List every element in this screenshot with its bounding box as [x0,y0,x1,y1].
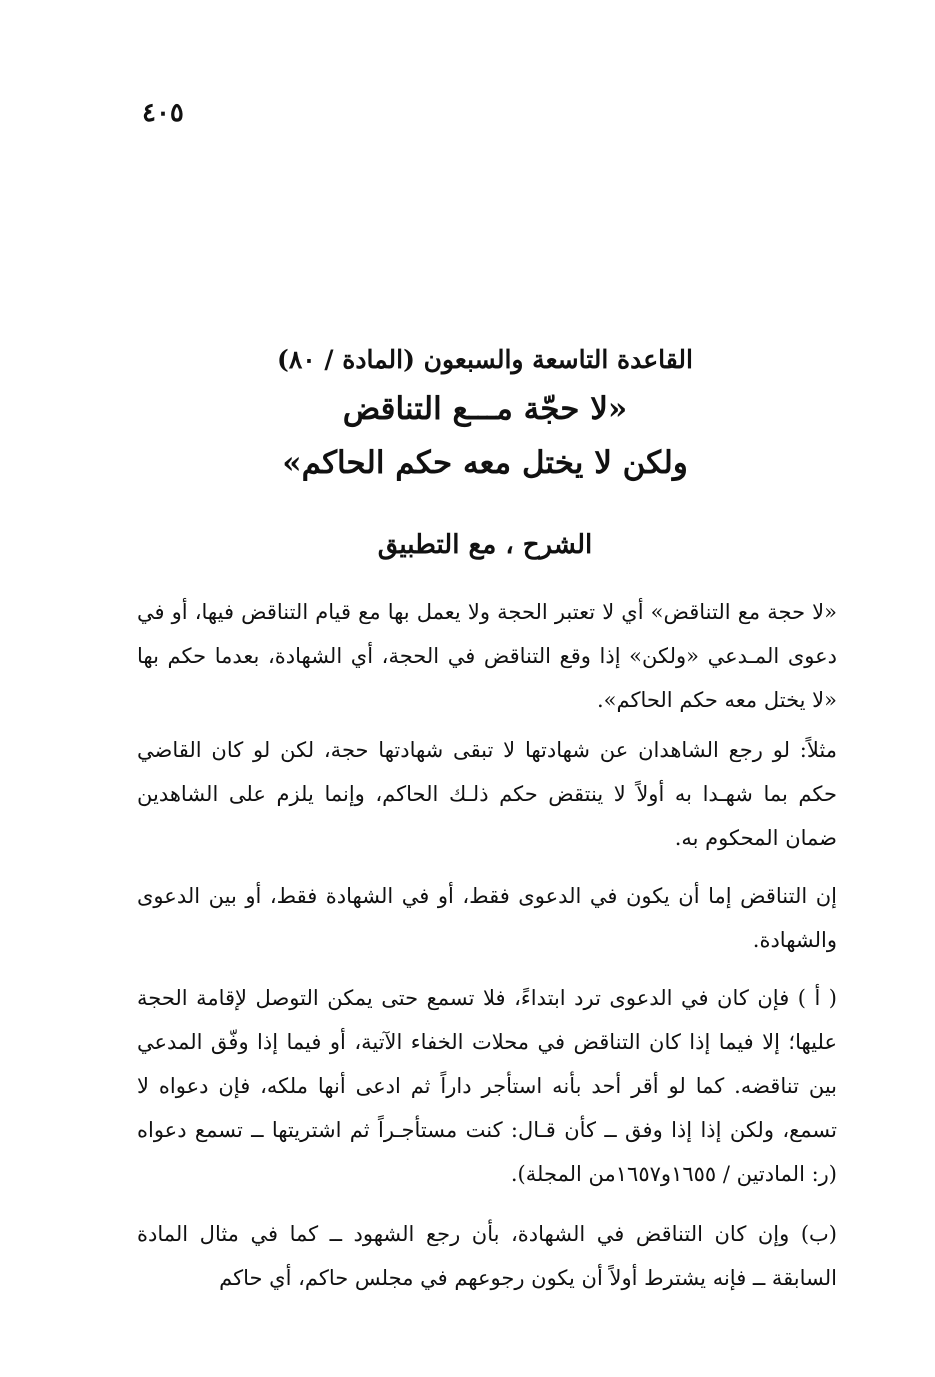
paragraph-case-a: ( أ ) فإن كان في الدعوى ترد ابتداءً، فلا تسمع حتى يمكن التوصل لإقامة الحجة عليها؛ إلا فيما إذا كان التناقض في محلات الخفاء الآتية، أو فيما إذا وفّق المدعي بين تناقضه. كما لو أقر أحد بأنه استأجر داراً ثم ادعى أنها ملكه، فإن دعواه لا تسمع، ولكن إذا إذا وفق ــ كأن قـال: كنت مستأجـراً ثم اشتريتها ــ تسمع دعواه (ر: المادتين / ١٦٥٥و١٦٥٧من المجلة). [137,986,837,1186]
paragraph-types: إن التناقض إما أن يكون في الدعوى فقط، أو في الشهادة فقط، أو بين الدعوى والشهادة. [137,884,837,952]
paragraph-example: مثلاً: لو رجع الشاهدان عن شهادتها لا تبقى شهادتها حجة، لكن لو كان القاضي حكم بما شهـدا به أولاً لا ينتقض حكم ذلـك الحاكم، وإنما يلزم على الشاهدين ضمان المحكوم به. [137,738,837,850]
paragraph-case-b: (ب) وإن كان التناقض في الشهادة، بأن رجع الشهود ــ كما في مثال المادة السابقة ــ فإنه يشترط أولاً أن يكون رجوعهم في مجلس حاكم، أي حاكم [137,1222,837,1290]
rule-heading [130,338,840,490]
maxim-line-2: ولكن لا يختل معه حكم الحاكم» [282,445,688,481]
paragraph-definition: «لا حجة مع التناقض» أي لا تعتبر الحجة ولا يعمل بها مع قيام التناقض فيها، أو في دعوى المـدعي «ولكن» إذا وقع التناقض في الحجة، أي الشهادة، بعدما حكم بها «لا يختل معه حكم الحاكم». [137,600,837,712]
section-title: الشرح ، مع التطبيق [377,530,593,560]
page-number: ٤٠٥ [142,98,184,128]
rule-title: القاعدة التاسعة والسبعون (المادة / ٨٠) [277,345,693,374]
maxim-line-1: «لا حجّة مـــع التناقض [342,391,628,427]
